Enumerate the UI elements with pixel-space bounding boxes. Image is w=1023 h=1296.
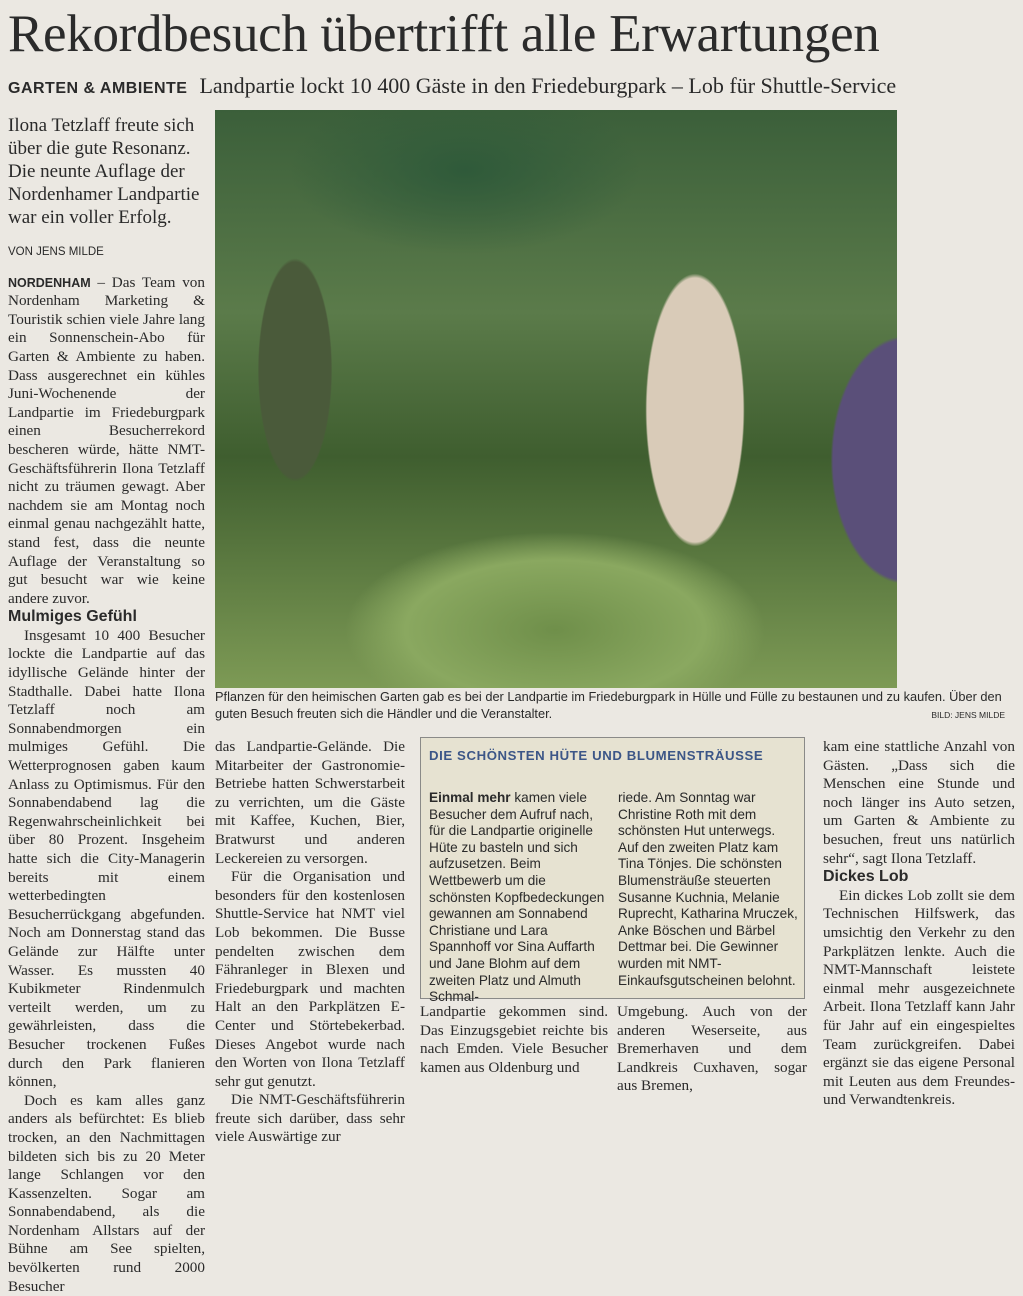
paragraph: Umgebung. Auch von der anderen Weserseite, aus Bremerhaven und dem Landkreis Cuxhaven, sogar aus Bremen, [617, 1003, 807, 1095]
info-box-title: DIE SCHÖNSTEN HÜTE UND BLUMENSTRÄUSSE [429, 748, 764, 763]
column-4 [617, 1003, 807, 1096]
subheadline: Landpartie lockt 10 400 Gäste in den Friedeburgpark – Lob für Shuttle-Service [199, 73, 897, 98]
paragraph: Doch es kam alles ganz anders als befürchtet: Es blieb trocken, an den Nachmittagen bildeten sich bis zu 20 Meter lange Schlangen vor den Kassenzelten. Sogar am Sonnabendabend, als die Nordenham Allstars auf der Bühne am See spielten, bevölkerten rund 2000 Besucher [8, 1091, 205, 1295]
dateline: NORDENHAM [8, 275, 91, 290]
info-box [420, 737, 805, 1005]
column-3 [420, 1003, 608, 1077]
article-photo [215, 110, 897, 688]
paragraph [8, 274, 205, 609]
photo-credit: BILD: JENS MILDE [931, 710, 1005, 720]
paragraph: Ein dickes Lob zollt sie dem Technischen Hilfswerk, das umsichtig den Verkehr zu den Parkplätzen lenkte. Auch die NMT-Mannschaft leistete einmal mehr ausgezeichnete Arbeit. Ilona Tetzlaff kann Jahr für Jahr auf ein eingespieltes Team zurückgreifen. Dabei ergänzt sie das eigene Personal mit Leuten aus dem Freundes- und Verwandtenkreis. [823, 886, 1015, 1109]
paragraph-text: – Das Team von Nordenham Marketing & Touristik schien viele Jahre lang ein Sonnenschein-Abo für Garten & Ambiente zu haben. Dass ausgerechnet ein kühles Juni-Wochenende der Landpartie im Friedeburgpark einen Besucherrekord bescheren würde, hätte NMT-Geschäftsführerin Ilona Tetzlaff nicht zu träumen gewagt. Aber nachdem sie am Montag noch einmal genau nachgezählt hatte, stand fest, dass die neunte Auflage der Veranstaltung so gut besucht war wie keine andere zuvor. [8, 273, 205, 607]
paragraph: Insgesamt 10 400 Besucher lockte die Landpartie auf das idyllische Gelände hinter der Stadthalle. Dabei hatte Ilona Tetzlaff noch am Sonnabendmorgen ein mulmiges Gefühl. Die Wetterprognosen gaben kaum Anlass zu Optimismus. Für den Sonnabendabend lag die Regenwahrscheinlichkeit bei über 80 Prozent. Insgeheim hatte sich die City-Managerin bereits mit einem wetterbedingten Besucherrückgang abgefunden. Noch am Donnerstag stand das Gelände zur Hälfte unter Wasser. Es mussten 40 Kubikmeter Rindenmulch verteilt werden, um zu gewährleisten, dass die Besucher trockenen Fußes durch den Park flanieren können, [8, 626, 205, 1091]
paragraph: Für die Organisation und besonders für den kostenlosen Shuttle-Service hat NMT viel Lob bekommen. Die Busse pendelten zwischen dem Fähranleger in Blexen und Friedeburgpark und machten Halt an den Parkplätzen E-Center und Störtebekerbad. Dieses Angebot wurde nach den Worten von Ilona Tetzlaff sehr gut genutzt. [215, 868, 405, 1090]
photo-caption: Pflanzen für den heimischen Garten gab es bei der Landpartie im Friedeburgpark in Hülle und Fülle zu bestaunen und zu kaufen. Über den guten Besuch freuten sich die Händler und die Veranstalter. [215, 689, 1002, 721]
paragraph: kam eine stattliche Anzahl von Gästen. „Dass sich die Menschen eine Stunde und noch länger ins Auto setzen, um Garten & Ambiente zu besuchen, freut uns natürlich sehr“, sagt Ilona Tetzlaff. [823, 738, 1015, 867]
intro: Ilona Tetzlaff freute sich über die gute Resonanz. Die neunte Auflage der Nordenhamer Landpartie war ein voller Erfolg. [8, 115, 200, 228]
byline: VON JENS MILDE [8, 246, 104, 258]
section-heading: Mulmiges Gefühl [8, 608, 137, 626]
subheadline-row [8, 72, 896, 103]
info-box-text: kamen viele Besucher dem Aufruf nach, für die Landpartie originelle Hüte zu basteln und sich aufzusetzen. Beim Wettbewerb um die schönsten Kopfbedeckungen gewannen am Sonnabend Christiane und Lara Spannhoff vor Sina Auffarth und Jane Blohm auf dem zweiten Platz und Almuth Schmal- [429, 790, 605, 1005]
paragraph: Die NMT-Geschäftsführerin freute sich darüber, dass sehr viele Auswärtige zur [215, 1091, 405, 1146]
info-box-lead: Einmal mehr [429, 790, 511, 805]
info-box-column-2: riede. Am Sonntag war Christine Roth mit dem schönsten Hut unterwegs. Auf den zweiten Platz kam Tina Tönjes. Die schönsten Blumensträuße steuerten Susanne Kuchnia, Melanie Ruprecht, Katharina Mruczek, Anke Böschen und Bärbel Dettmar bei. Die Gewinner wurden mit NMT-Einkaufsgutscheinen belohnt. [618, 790, 798, 988]
paragraph: das Landpartie-Gelände. Die Mitarbeiter der Gastronomie-Betriebe hatten Schwerstarbeit zu verrichten, um die Gäste mit Kaffee, Kuchen, Bier, Bratwurst und anderen Leckereien zu versorgen. [215, 738, 405, 867]
rubric: GARTEN & AMBIENTE [8, 80, 188, 97]
headline: Rekordbesuch übertrifft alle Erwartungen [8, 5, 880, 63]
info-box-column-1 [429, 790, 609, 1006]
column-2 [215, 738, 405, 1147]
column-1 [8, 114, 205, 1296]
column-5 [823, 738, 1015, 1110]
paragraph: Landpartie gekommen sind. Das Einzugsgebiet reichte bis nach Emden. Viele Besucher kamen aus Oldenburg und [420, 1003, 608, 1076]
section-heading: Dickes Lob [823, 868, 909, 886]
